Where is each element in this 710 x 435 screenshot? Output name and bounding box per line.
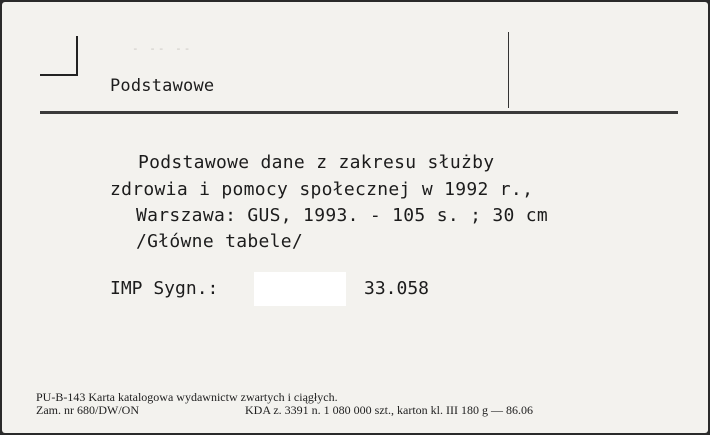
corner-bracket-horizontal: [40, 74, 78, 76]
card-heading: Podstawowe: [110, 76, 215, 96]
sygnature-number: 33.058: [364, 278, 430, 299]
corner-bracket-vertical: [76, 36, 78, 76]
sygnature-label: IMP Sygn.:: [110, 278, 219, 299]
description-line-2: zdrowia i pomocy społecznej w 1992 r.,: [110, 179, 534, 200]
heading-rule: [40, 111, 678, 114]
redacted-box: [254, 272, 346, 306]
heading-divider-vertical: [508, 32, 509, 108]
description-line-4: /Główne tabele/: [136, 231, 304, 252]
footer-line-1: PU-B-143 Karta katalogowa wydawnictw zwartych i ciągłych.: [36, 390, 338, 404]
footer-order-number: Zam. nr 680/DW/ON: [36, 403, 139, 417]
faint-mark: - -- --: [132, 42, 193, 55]
description-line-3: Warszawa: GUS, 1993. - 105 s. ; 30 cm: [136, 205, 549, 226]
description-line-1: Podstawowe dane z zakresu służby: [138, 152, 495, 173]
footer-print-info: KDA z. 3391 n. 1 080 000 szt., karton kl. III 180 g — 86.06: [245, 403, 533, 417]
catalog-card: [2, 2, 708, 433]
